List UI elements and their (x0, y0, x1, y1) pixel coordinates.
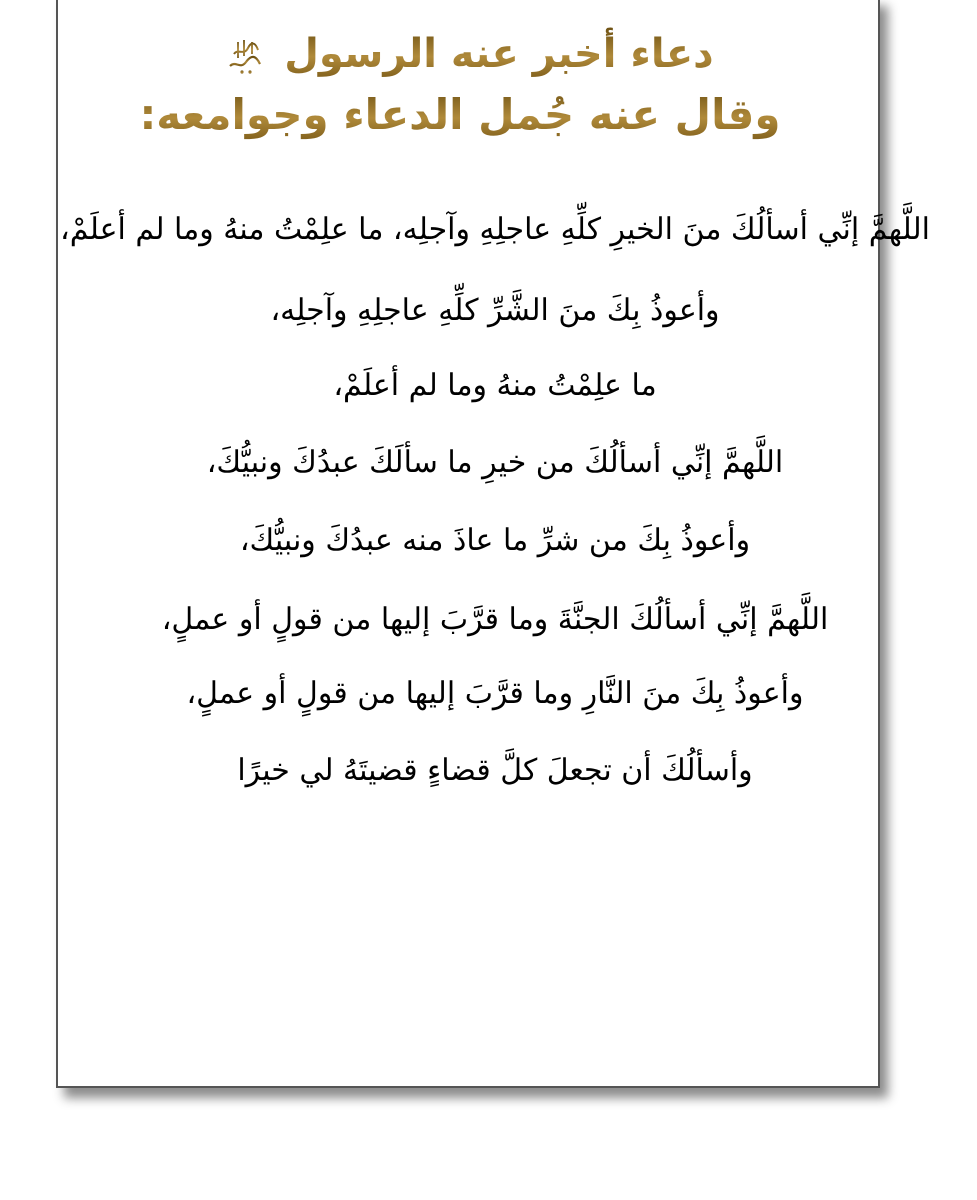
title-line-2: وقال عنه جُمل الدعاء وجوامعه: (110, 86, 810, 144)
dua-line-2: وأعوذُ بِكَ منَ الشَّرِّ كلِّهِ عاجلِهِ وآجلِه، (270, 293, 720, 328)
title-line-1 (190, 26, 750, 82)
dua-line-4: اللَّهمَّ إنِّي أسألُكَ من خيرِ ما سألَكَ عبدُكَ ونبيُّكَ، (206, 445, 784, 480)
dua-line-5: وأعوذُ بِكَ من شرِّ ما عاذَ منه عبدُكَ ونبيُّكَ، (239, 523, 751, 558)
dua-line-6: اللَّهمَّ إنِّي أسألُكَ الجنَّةَ وما قرَّبَ إليها من قولٍ أو عملٍ، (161, 602, 829, 637)
title-line-1-text: دعاء أخبر عنه الرسول (284, 31, 714, 77)
dua-line-8: وأسألُكَ أن تجعلَ كلَّ قضاءٍ قضيتَهُ لي خيرًا (237, 753, 753, 788)
dua-line-3: ما علِمْتُ منهُ وما لم أعلَمْ، (333, 368, 657, 403)
dua-line-7: وأعوذُ بِكَ منَ النَّارِ وما قرَّبَ إليها من قولٍ أو عملٍ، (186, 676, 804, 711)
salawat-calligraphy-icon (226, 36, 264, 76)
dua-line-1: اللَّهمَّ إنِّي أسألُكَ منَ الخيرِ كلِّهِ عاجلِهِ وآجلِه، ما علِمْتُ منهُ وما لم أعلَمْ، (60, 212, 930, 247)
